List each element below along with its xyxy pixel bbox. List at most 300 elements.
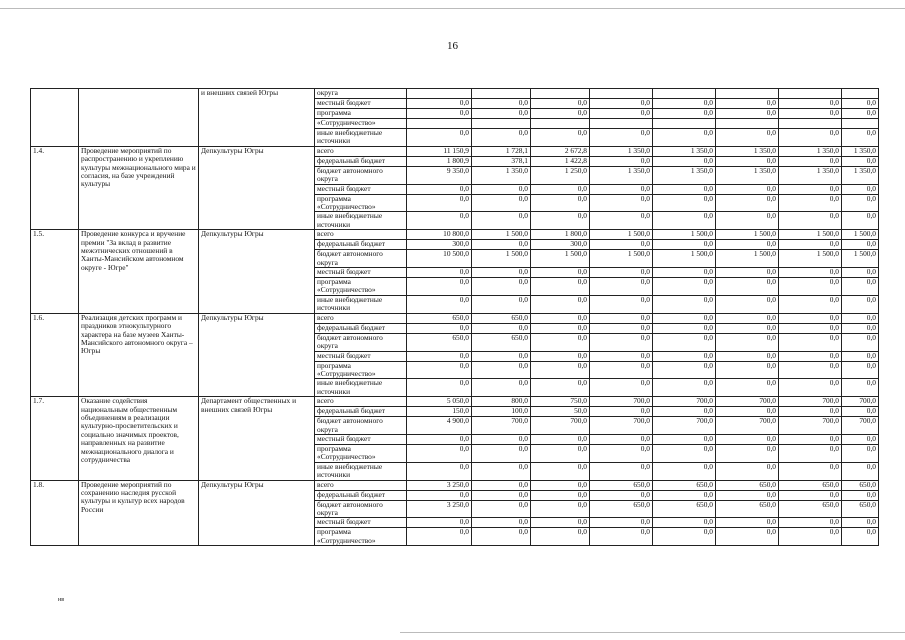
table-cell: 0,0 bbox=[531, 323, 590, 333]
table-cell: 1 500,0 bbox=[590, 250, 653, 268]
table-cell bbox=[531, 89, 590, 99]
table-cell: 700,0 bbox=[716, 417, 779, 435]
table-cell: 0,0 bbox=[472, 109, 531, 119]
table-cell: 0,0 bbox=[531, 99, 590, 109]
table-cell: программа «Сотрудничество» bbox=[315, 194, 407, 212]
table-cell: 0,0 bbox=[842, 268, 879, 278]
table-cell: 378,1 bbox=[472, 156, 531, 166]
table-cell: 0,0 bbox=[590, 313, 653, 323]
table-cell: 650,0 bbox=[590, 480, 653, 490]
table-cell bbox=[716, 119, 779, 129]
table-cell: 0,0 bbox=[590, 240, 653, 250]
table-cell: 1 350,0 bbox=[716, 166, 779, 184]
table-cell: 1 800,9 bbox=[407, 156, 472, 166]
table-cell: 0,0 bbox=[842, 351, 879, 361]
table-cell: 0,0 bbox=[779, 434, 842, 444]
table-cell: 0,0 bbox=[842, 333, 879, 351]
table-cell: 0,0 bbox=[407, 379, 472, 397]
table-cell: и внешних связей Югры bbox=[199, 89, 315, 147]
table-cell: 0,0 bbox=[842, 361, 879, 379]
table-cell: 0,0 bbox=[779, 490, 842, 500]
table-cell: 0,0 bbox=[653, 361, 716, 379]
table-cell: 0,0 bbox=[653, 434, 716, 444]
table-cell: 0,0 bbox=[531, 109, 590, 119]
table-cell: 0,0 bbox=[779, 361, 842, 379]
table-cell: 0,0 bbox=[842, 295, 879, 313]
table-cell: 0,0 bbox=[531, 268, 590, 278]
table-cell: 0,0 bbox=[472, 379, 531, 397]
table-cell: 0,0 bbox=[653, 518, 716, 528]
table-cell: программа bbox=[315, 109, 407, 119]
table-cell: программа «Сотрудничество» bbox=[315, 278, 407, 296]
table-cell: 0,0 bbox=[590, 278, 653, 296]
table-cell: 150,0 bbox=[407, 407, 472, 417]
table-cell: 0,0 bbox=[407, 323, 472, 333]
table-cell: 1 350,0 bbox=[779, 146, 842, 156]
table-cell: 0,0 bbox=[531, 184, 590, 194]
table-cell bbox=[79, 89, 199, 147]
table-cell bbox=[531, 119, 590, 129]
table-cell: 0,0 bbox=[472, 194, 531, 212]
table-row bbox=[31, 89, 879, 99]
table-cell: 0,0 bbox=[779, 351, 842, 361]
table-cell: 0,0 bbox=[653, 379, 716, 397]
table-cell: 0,0 bbox=[716, 407, 779, 417]
table-cell: 700,0 bbox=[653, 417, 716, 435]
table-cell: Депкультуры Югры bbox=[199, 230, 315, 313]
table-cell: 0,0 bbox=[842, 212, 879, 230]
table-cell: 0,0 bbox=[472, 268, 531, 278]
table-cell: 0,0 bbox=[472, 480, 531, 490]
table-cell: 0,0 bbox=[590, 184, 653, 194]
table-cell: всего bbox=[315, 230, 407, 240]
table-cell: всего bbox=[315, 146, 407, 156]
table-cell: 700,0 bbox=[531, 417, 590, 435]
table-cell: 1 350,0 bbox=[653, 166, 716, 184]
table-cell: иные внебюджетные источники bbox=[315, 462, 407, 480]
table-cell: 650,0 bbox=[653, 500, 716, 518]
table-cell bbox=[653, 89, 716, 99]
table-cell: 700,0 bbox=[653, 397, 716, 407]
table-cell: 0,0 bbox=[779, 313, 842, 323]
table-cell: 0,0 bbox=[716, 278, 779, 296]
table-cell: 0,0 bbox=[590, 518, 653, 528]
table-cell: 0,0 bbox=[779, 184, 842, 194]
table-cell: 0,0 bbox=[531, 490, 590, 500]
table-cell: 1.8. bbox=[31, 480, 79, 546]
table-cell: 0,0 bbox=[653, 268, 716, 278]
table-cell: бюджет автономного округа bbox=[315, 333, 407, 351]
table-cell: иные внебюджетные источники bbox=[315, 129, 407, 147]
table-cell: Департамент общественных и внешних связей Югры bbox=[199, 397, 315, 480]
table-cell: 0,0 bbox=[779, 129, 842, 147]
table-cell: Проведение мероприятий по распространению и укреплению культуры межнационального мира и согласия, на базе учреждений культуры bbox=[79, 146, 199, 229]
table-cell: иные внебюджетные источники bbox=[315, 379, 407, 397]
table-cell: 0,0 bbox=[716, 99, 779, 109]
table-cell bbox=[842, 89, 879, 99]
table-cell: 0,0 bbox=[653, 99, 716, 109]
table-cell: 0,0 bbox=[842, 434, 879, 444]
table-cell: 0,0 bbox=[779, 462, 842, 480]
table-cell: 0,0 bbox=[653, 462, 716, 480]
table-cell: 0,0 bbox=[531, 313, 590, 323]
table-cell: 0,0 bbox=[590, 361, 653, 379]
table-cell: 0,0 bbox=[531, 351, 590, 361]
table-cell: 0,0 bbox=[531, 295, 590, 313]
table-cell: 700,0 bbox=[590, 397, 653, 407]
table-row bbox=[31, 313, 879, 323]
table-cell: 1 250,0 bbox=[531, 166, 590, 184]
table-cell: 2 672,8 bbox=[531, 146, 590, 156]
table-cell: 0,0 bbox=[531, 361, 590, 379]
table-cell: 10 800,0 bbox=[407, 230, 472, 240]
table-cell: 10 500,0 bbox=[407, 250, 472, 268]
table-cell: 0,0 bbox=[716, 129, 779, 147]
table-cell: 0,0 bbox=[716, 462, 779, 480]
table-cell: 0,0 bbox=[531, 528, 590, 546]
table-cell: местный бюджет bbox=[315, 99, 407, 109]
table-cell: 0,0 bbox=[716, 268, 779, 278]
table-cell: 0,0 bbox=[531, 194, 590, 212]
scan-edge-line bbox=[400, 632, 905, 633]
table-cell: Реализация детских программ и праздников этнокультурного характера на базе музеев Ханты-Мансийского автономного округа – Югры bbox=[79, 313, 199, 396]
table-cell: 0,0 bbox=[472, 351, 531, 361]
table-cell bbox=[407, 89, 472, 99]
table-cell: 0,0 bbox=[531, 379, 590, 397]
table-cell: 0,0 bbox=[590, 407, 653, 417]
table-cell: 650,0 bbox=[842, 500, 879, 518]
table-cell: 650,0 bbox=[779, 500, 842, 518]
table-cell: 0,0 bbox=[653, 212, 716, 230]
table-cell: 0,0 bbox=[653, 490, 716, 500]
table-cell: 0,0 bbox=[716, 518, 779, 528]
table-cell: 1.6. bbox=[31, 313, 79, 396]
table-cell: 0,0 bbox=[716, 156, 779, 166]
table-cell: 0,0 bbox=[590, 351, 653, 361]
table-cell: 0,0 bbox=[653, 313, 716, 323]
table-cell bbox=[590, 119, 653, 129]
table-row bbox=[31, 230, 879, 240]
table-cell: 1 500,0 bbox=[590, 230, 653, 240]
table-cell: 0,0 bbox=[842, 323, 879, 333]
table-cell bbox=[31, 89, 79, 147]
table-cell: 0,0 bbox=[472, 212, 531, 230]
table-cell: 0,0 bbox=[407, 444, 472, 462]
table-cell: 3 250,0 bbox=[407, 480, 472, 490]
table-cell: 0,0 bbox=[779, 528, 842, 546]
table-cell: 0,0 bbox=[779, 194, 842, 212]
table-cell bbox=[716, 89, 779, 99]
table-cell: 0,0 bbox=[653, 323, 716, 333]
table-cell: 0,0 bbox=[716, 212, 779, 230]
table-cell: Проведение конкурса и вручение премии "За вклад в развитие межэтнических отношений в Ханты-Мансийском автономном округе - Югре" bbox=[79, 230, 199, 313]
table-cell: 700,0 bbox=[779, 417, 842, 435]
table-cell: 0,0 bbox=[716, 333, 779, 351]
table-cell: 0,0 bbox=[716, 184, 779, 194]
table-cell: 300,0 bbox=[531, 240, 590, 250]
table-cell: 0,0 bbox=[653, 528, 716, 546]
table-cell: 0,0 bbox=[653, 156, 716, 166]
table-cell: 650,0 bbox=[407, 313, 472, 323]
table-cell: 0,0 bbox=[407, 184, 472, 194]
table-cell: 0,0 bbox=[842, 528, 879, 546]
table-cell: местный бюджет bbox=[315, 351, 407, 361]
table-cell: федеральный бюджет bbox=[315, 323, 407, 333]
table-cell: 0,0 bbox=[472, 323, 531, 333]
table-cell: 0,0 bbox=[531, 129, 590, 147]
table-cell: 0,0 bbox=[472, 278, 531, 296]
table-cell: 0,0 bbox=[472, 129, 531, 147]
table-cell bbox=[842, 119, 879, 129]
table-cell: 0,0 bbox=[531, 480, 590, 490]
table-cell: 0,0 bbox=[716, 379, 779, 397]
table-cell: 1 422,8 bbox=[531, 156, 590, 166]
table-cell: 0,0 bbox=[590, 434, 653, 444]
table-cell: 1 500,0 bbox=[842, 250, 879, 268]
table-cell: программа «Сотрудничество» bbox=[315, 528, 407, 546]
table-cell: 0,0 bbox=[653, 407, 716, 417]
table-cell: 0,0 bbox=[590, 194, 653, 212]
table-cell: иные внебюджетные источники bbox=[315, 295, 407, 313]
table-cell: 0,0 bbox=[472, 434, 531, 444]
table-cell: 0,0 bbox=[590, 295, 653, 313]
table-cell: 0,0 bbox=[472, 462, 531, 480]
table-cell bbox=[590, 89, 653, 99]
table-cell: округа bbox=[315, 89, 407, 99]
table-cell: 0,0 bbox=[716, 351, 779, 361]
page-number: 16 bbox=[447, 40, 458, 52]
table-cell: 0,0 bbox=[472, 184, 531, 194]
table-cell: 0,0 bbox=[779, 407, 842, 417]
table-cell: 0,0 bbox=[472, 490, 531, 500]
table-cell: бюджет автономного округа bbox=[315, 250, 407, 268]
table-cell: федеральный бюджет bbox=[315, 240, 407, 250]
table-cell: 750,0 bbox=[531, 397, 590, 407]
table-cell: 0,0 bbox=[716, 240, 779, 250]
table-cell: 0,0 bbox=[472, 528, 531, 546]
table-cell: 0,0 bbox=[472, 444, 531, 462]
table-cell: 0,0 bbox=[531, 462, 590, 480]
table-cell: 0,0 bbox=[653, 333, 716, 351]
table-cell: 0,0 bbox=[653, 444, 716, 462]
table-cell: 0,0 bbox=[407, 434, 472, 444]
table-cell: 0,0 bbox=[716, 295, 779, 313]
table-cell: 0,0 bbox=[779, 379, 842, 397]
table-cell: 0,0 bbox=[716, 194, 779, 212]
table-cell: 650,0 bbox=[653, 480, 716, 490]
table-cell: бюджет автономного округа bbox=[315, 166, 407, 184]
table-cell: всего bbox=[315, 480, 407, 490]
table-cell: 0,0 bbox=[407, 351, 472, 361]
table-row bbox=[31, 397, 879, 407]
table-cell: 0,0 bbox=[531, 444, 590, 462]
table-cell: 50,0 bbox=[531, 407, 590, 417]
table-cell: 0,0 bbox=[407, 528, 472, 546]
budget-table bbox=[30, 88, 879, 546]
table-cell: 0,0 bbox=[842, 240, 879, 250]
table-cell: 0,0 bbox=[531, 500, 590, 518]
table-cell: федеральный бюджет bbox=[315, 407, 407, 417]
table-cell: 700,0 bbox=[716, 397, 779, 407]
table-cell: 1 500,0 bbox=[653, 230, 716, 240]
table-cell: 0,0 bbox=[779, 444, 842, 462]
table-cell: 0,0 bbox=[407, 268, 472, 278]
table-cell: 0,0 bbox=[472, 500, 531, 518]
table-cell: «Сотрудничество» bbox=[315, 119, 407, 129]
table-cell: Депкультуры Югры bbox=[199, 313, 315, 396]
table-cell: 0,0 bbox=[842, 109, 879, 119]
table-cell: 1 800,0 bbox=[531, 230, 590, 240]
table-cell bbox=[472, 89, 531, 99]
table-cell: 700,0 bbox=[779, 397, 842, 407]
table-cell: 0,0 bbox=[472, 295, 531, 313]
table-cell: 0,0 bbox=[779, 268, 842, 278]
table-cell: 0,0 bbox=[842, 278, 879, 296]
table-cell: 0,0 bbox=[472, 361, 531, 379]
table-cell: 1 350,0 bbox=[716, 146, 779, 156]
table-cell: 1.4. bbox=[31, 146, 79, 229]
table-cell: 0,0 bbox=[531, 333, 590, 351]
table-cell: 0,0 bbox=[653, 351, 716, 361]
table-cell: 0,0 bbox=[590, 109, 653, 119]
table-cell: 1 500,0 bbox=[779, 230, 842, 240]
table-cell: 0,0 bbox=[531, 278, 590, 296]
table-cell: 0,0 bbox=[779, 333, 842, 351]
table-cell: 0,0 bbox=[590, 156, 653, 166]
table-cell: 0,0 bbox=[842, 184, 879, 194]
table-row bbox=[31, 480, 879, 490]
table-cell: 0,0 bbox=[407, 462, 472, 480]
table-cell: 0,0 bbox=[779, 212, 842, 230]
table-cell: 0,0 bbox=[590, 528, 653, 546]
table-cell: 0,0 bbox=[653, 278, 716, 296]
table-cell: местный бюджет bbox=[315, 184, 407, 194]
table-cell: 3 250,0 bbox=[407, 500, 472, 518]
table-cell: 1 350,0 bbox=[590, 166, 653, 184]
table-cell: 1 350,0 bbox=[590, 146, 653, 156]
table-cell: 1 500,0 bbox=[716, 230, 779, 240]
table-cell: 0,0 bbox=[407, 490, 472, 500]
table-cell: 0,0 bbox=[779, 295, 842, 313]
table-cell: всего bbox=[315, 313, 407, 323]
table-cell: 1 350,0 bbox=[842, 146, 879, 156]
table-cell: 0,0 bbox=[842, 156, 879, 166]
table-cell: Депкультуры Югры bbox=[199, 146, 315, 229]
table-cell: 0,0 bbox=[590, 490, 653, 500]
table-cell: 0,0 bbox=[653, 295, 716, 313]
table-cell: местный бюджет bbox=[315, 434, 407, 444]
table-cell: 0,0 bbox=[779, 156, 842, 166]
table-cell: 0,0 bbox=[653, 240, 716, 250]
table-cell: местный бюджет bbox=[315, 518, 407, 528]
table-cell: 11 150,9 bbox=[407, 146, 472, 156]
table-cell: 1 728,1 bbox=[472, 146, 531, 156]
table-cell: 1 500,0 bbox=[653, 250, 716, 268]
table-cell: 0,0 bbox=[716, 444, 779, 462]
table-cell: Оказание содействия национальным общественным объединениям в реализации культурно-просветительских и социально значимых проектов, направленных на развитие межнационального диалога и сотрудничества bbox=[79, 397, 199, 480]
table-cell: 0,0 bbox=[779, 109, 842, 119]
table-cell: 1 350,0 bbox=[842, 166, 879, 184]
table-cell: 0,0 bbox=[842, 379, 879, 397]
table-cell: 0,0 bbox=[716, 434, 779, 444]
scan-edge-line bbox=[0, 8, 905, 9]
table-cell: 0,0 bbox=[407, 295, 472, 313]
table-cell: 0,0 bbox=[407, 109, 472, 119]
table-cell: 300,0 bbox=[407, 240, 472, 250]
table-cell: всего bbox=[315, 397, 407, 407]
table-cell: 0,0 bbox=[716, 109, 779, 119]
table-cell: 0,0 bbox=[472, 240, 531, 250]
table-cell: 0,0 bbox=[472, 99, 531, 109]
table-cell: 0,0 bbox=[407, 212, 472, 230]
table-cell: 0,0 bbox=[472, 518, 531, 528]
table-cell: федеральный бюджет bbox=[315, 156, 407, 166]
table-cell: 0,0 bbox=[590, 379, 653, 397]
table-cell: 5 050,0 bbox=[407, 397, 472, 407]
table-cell: 0,0 bbox=[590, 212, 653, 230]
table-cell: 650,0 bbox=[842, 480, 879, 490]
table-cell: 0,0 bbox=[842, 407, 879, 417]
table-cell: 650,0 bbox=[472, 333, 531, 351]
table-cell: 0,0 bbox=[531, 434, 590, 444]
table-cell: 0,0 bbox=[590, 333, 653, 351]
table-cell: 0,0 bbox=[842, 313, 879, 323]
table-cell: 0,0 bbox=[653, 184, 716, 194]
table-cell: 0,0 bbox=[407, 278, 472, 296]
table-cell bbox=[407, 119, 472, 129]
table-cell: 1.5. bbox=[31, 230, 79, 313]
table-cell: 0,0 bbox=[842, 518, 879, 528]
table-cell: 9 350,0 bbox=[407, 166, 472, 184]
table-cell: 0,0 bbox=[407, 99, 472, 109]
table-cell: 0,0 bbox=[779, 99, 842, 109]
table-cell: местный бюджет bbox=[315, 268, 407, 278]
table-cell: 0,0 bbox=[653, 129, 716, 147]
table-cell: федеральный бюджет bbox=[315, 490, 407, 500]
table-cell: бюджет автономного округа bbox=[315, 417, 407, 435]
table-cell: 0,0 bbox=[716, 313, 779, 323]
table-cell: 0,0 bbox=[407, 194, 472, 212]
table-cell: 0,0 bbox=[716, 361, 779, 379]
table-cell: 0,0 bbox=[590, 268, 653, 278]
table-cell: 0,0 bbox=[842, 490, 879, 500]
table-cell bbox=[472, 119, 531, 129]
table-cell: 1 500,0 bbox=[779, 250, 842, 268]
table-cell: 700,0 bbox=[472, 417, 531, 435]
table-cell: 0,0 bbox=[779, 518, 842, 528]
table-cell: 1 500,0 bbox=[531, 250, 590, 268]
table-cell: 1 500,0 bbox=[472, 250, 531, 268]
table-cell: 650,0 bbox=[779, 480, 842, 490]
table-cell: 0,0 bbox=[842, 129, 879, 147]
table-cell: 650,0 bbox=[472, 313, 531, 323]
table-cell: программа «Сотрудничество» bbox=[315, 444, 407, 462]
table-cell: 0,0 bbox=[779, 323, 842, 333]
table-cell: Проведение мероприятий по сохранению наследия русской культуры и культур всех народов России bbox=[79, 480, 199, 546]
table-cell: бюджет автономного округа bbox=[315, 500, 407, 518]
table-cell: 100,0 bbox=[472, 407, 531, 417]
table-cell: 700,0 bbox=[842, 397, 879, 407]
table-cell: иные внебюджетные источники bbox=[315, 212, 407, 230]
footer-code: нв bbox=[58, 597, 65, 603]
table-cell: 700,0 bbox=[590, 417, 653, 435]
table-cell: Депкультуры Югры bbox=[199, 480, 315, 546]
table-cell: 0,0 bbox=[716, 490, 779, 500]
table-cell bbox=[779, 89, 842, 99]
table-cell: 0,0 bbox=[590, 323, 653, 333]
table-cell: 0,0 bbox=[842, 194, 879, 212]
table-cell: 0,0 bbox=[590, 129, 653, 147]
